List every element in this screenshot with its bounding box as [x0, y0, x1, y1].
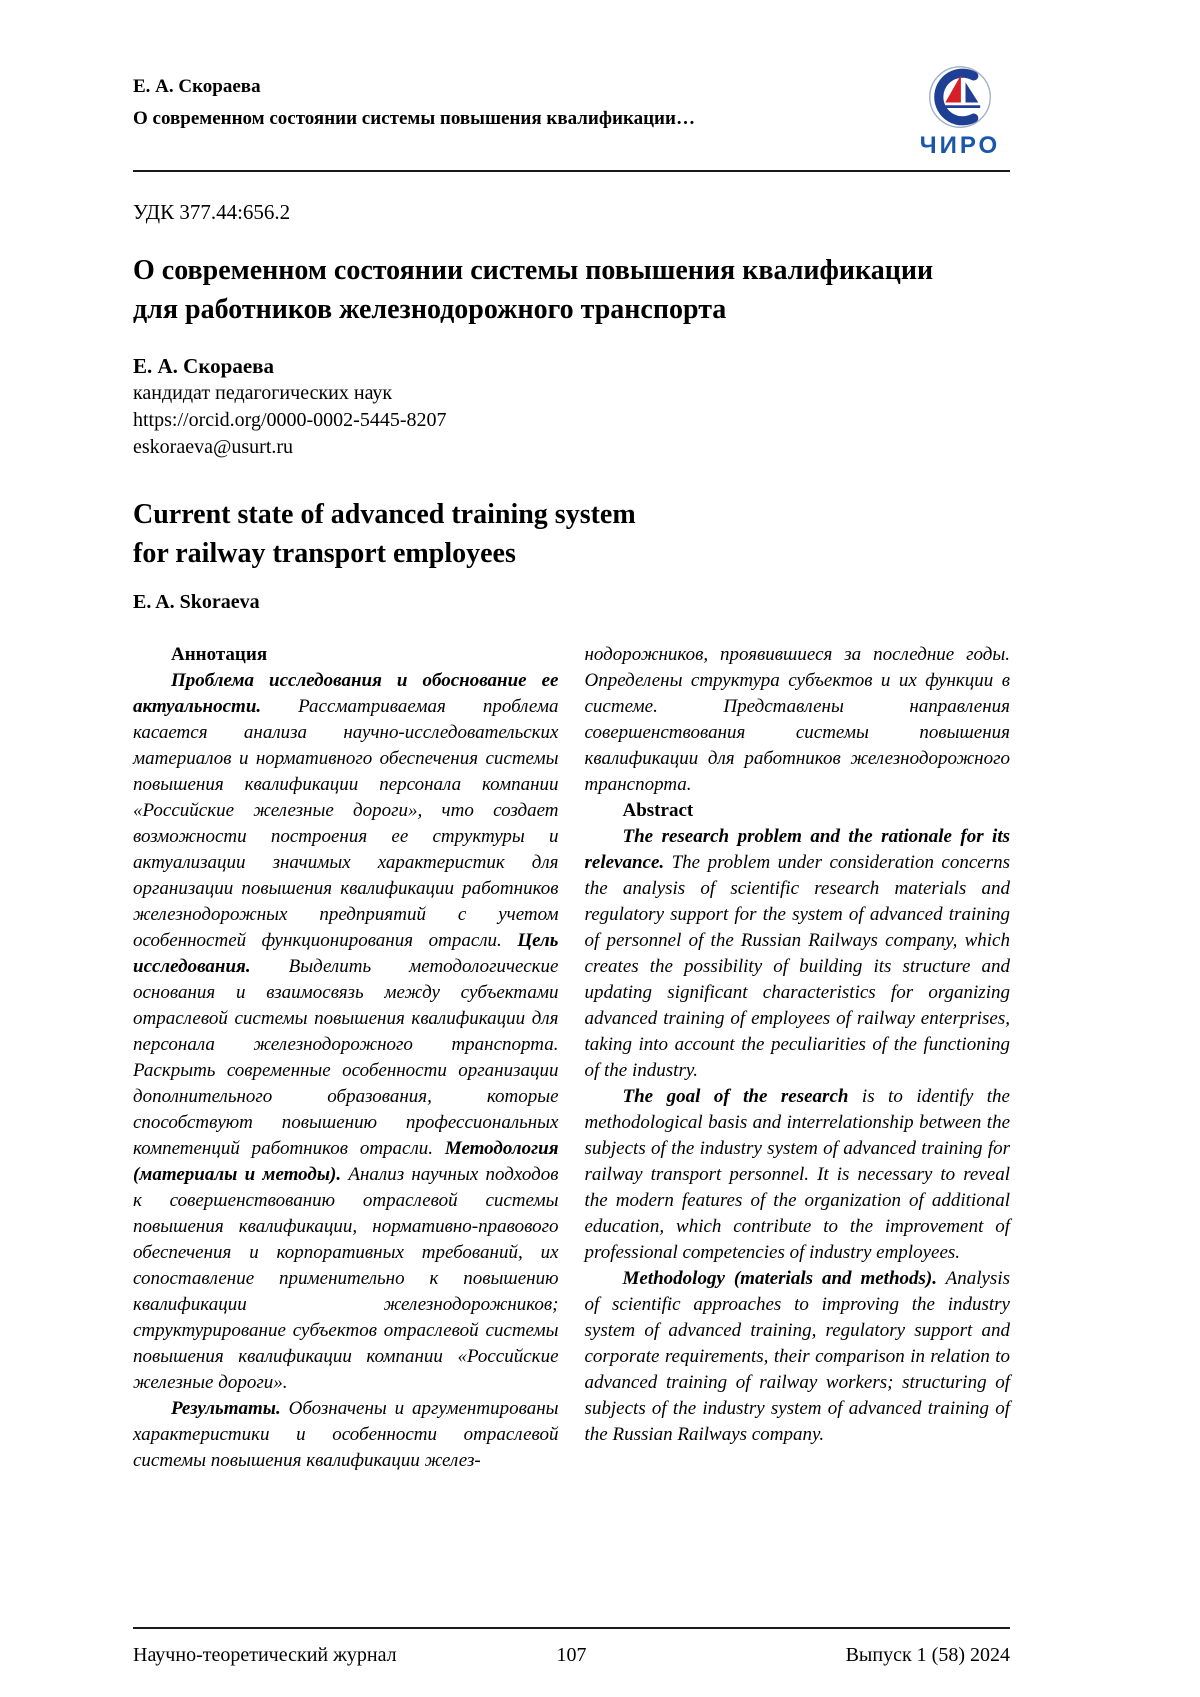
logo-emblem-icon [914, 64, 1006, 130]
footer-issue: Выпуск 1 (58) 2024 [845, 1644, 1010, 1666]
text-run: Анализ научных подходов к совершенствованию отраслевой системы повышения квалификации, нормативно-правового обеспечения и корпоративных требований, их сопоставление применительно к повышению квалификации железнодорожников; структурирование субъектов отраслевой системы повышения квалификации компании «Российские железные дороги». [133, 1164, 559, 1393]
text-run: Проблема исследования и обоснование ее актуальности. [133, 670, 559, 717]
running-author: Е. А. Скораева [133, 76, 261, 97]
article-title-ru: О современном состоянии системы повышения квалификации для работников железнодорожного транспорта [133, 255, 934, 325]
text-run: Выделить методологические основания и взаимосвязь между субъектами отраслевой системы повышения квалификации для персонала железнодорожного транспорта. Раскрыть современные особенности организации дополнительного образования, которые способствуют повышению профессиональных компетенций работников отрасли. [133, 956, 559, 1159]
footer-divider [133, 1627, 1010, 1629]
footer-page-number: 107 [556, 1644, 587, 1666]
text-run: Methodology (materials and methods). [622, 1268, 937, 1289]
udk-code: УДК 377.44:656.2 [133, 200, 291, 224]
text-run: Аннотация [171, 644, 268, 665]
article-title-en: Current state of advanced training system for railway transport employees [133, 499, 636, 569]
text-run: The problem under consideration concerns the analysis of scientific research materials and regulatory support for the system of advanced training of personnel of the Russian Railways company, which creates the possibility of building its structure and updating significant characteristics for organizing advanced training of employees of railway enterprises, taking into account the peculiarities of the functioning of the industry. [584, 852, 1010, 1081]
text-run: is to identify the methodological basis and interrelationship between the subjects of the industry system of advanced training for railway transport personnel. It is necessary to reveal the modern features of the organization of additional education, which contribute to the improvement of professional competencies of industry employees. [584, 1086, 1010, 1263]
running-title: О современном состоянии системы повышения квалификации… [133, 108, 695, 129]
author-degree: кандидат педагогических наук [133, 382, 393, 404]
text-run: Рассматриваемая проблема касается анализа научно-исследовательских материалов и нормативного обеспечения системы повышения квалификации персонала компании «Российские железные дороги», что создает возможности построения ее структуры и актуализации значимых характеристик для организации повышения квалификации работников железнодорожных предприятий с учетом особенностей функционирования отрасли. [133, 696, 559, 951]
right-column [585, 642, 1011, 1474]
author-orcid: https://orcid.org/0000-0002-5445-8207 [133, 409, 447, 431]
two-column-body [133, 642, 1010, 1474]
logo-text: ЧИРО [919, 132, 1001, 159]
paragraph [585, 642, 1011, 798]
paragraph [133, 668, 559, 1396]
paragraph [585, 1084, 1011, 1266]
author-name-en: E. A. Skoraeva [133, 591, 260, 613]
paragraph [585, 1266, 1011, 1448]
text-run: Результаты. [171, 1398, 281, 1419]
paragraph [585, 824, 1011, 1084]
text-run: Методология (материалы и методы). [133, 1138, 559, 1185]
text-run: Abstract [622, 800, 694, 821]
running-head [133, 64, 695, 130]
text-run: Обозначены и аргументированы характеристики и особенности отраслевой системы повышения квалификации желез- [133, 1398, 559, 1471]
author-block [133, 353, 1010, 461]
text-run: Analysis of scientific approaches to improving the industry system of advanced training, regulatory support and corporate requirements, their comparison in relation to advanced training of railway workers; structuring of subjects of the industry system of advanced training of the Russian Railways company. [584, 1268, 1010, 1445]
footer-row [133, 1644, 1010, 1667]
text-run: Цель исследования. [133, 930, 559, 977]
paragraph [133, 1396, 559, 1474]
page-header [133, 64, 1010, 160]
author-email: eskoraeva@usurt.ru [133, 436, 294, 458]
header-divider [133, 170, 1010, 172]
footer-journal-name: Научно-теоретический журнал [133, 1644, 397, 1666]
text-run: The research problem and the rationale for its relevance. [584, 826, 1010, 873]
journal-logo [910, 64, 1010, 160]
author-name-ru: Е. А. Скораева [133, 354, 275, 378]
left-column [133, 642, 559, 1474]
text-run: нодорожников, проявившиеся за последние годы. Определены структура субъектов и их функции в системе. Представлены направления совершенствования системы повышения квалификации для работников железнодорожного транспорта. [584, 644, 1010, 795]
page-footer [133, 1627, 1010, 1667]
text-run: The goal of the research [622, 1086, 849, 1107]
paragraph [585, 798, 1011, 824]
paragraph [133, 642, 559, 668]
